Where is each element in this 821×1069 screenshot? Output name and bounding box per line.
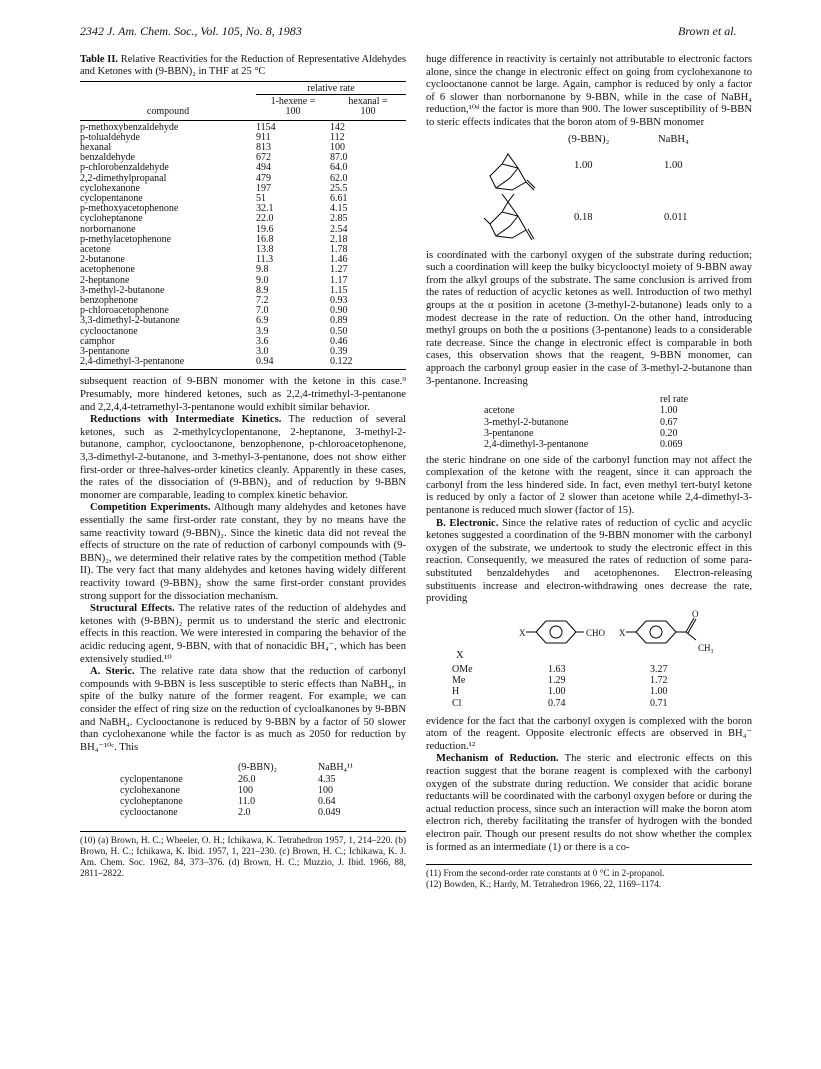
substituent-column-header: X (456, 649, 464, 661)
table2-caption (80, 54, 406, 78)
table2-compound-header: compound (80, 107, 256, 120)
right-column (426, 54, 752, 891)
ring-size-table (120, 762, 353, 818)
table2-row-cell: benzaldehyde (80, 152, 135, 164)
camphor-rate-nabh4: 0.011 (664, 211, 688, 223)
acyclic-ketone-table (484, 394, 688, 450)
table2-row-cell: 9.0 (256, 274, 269, 286)
text-steric: The relative rate data show that the reduction of carbonyl compounds with 9-BBN is less susceptible to steric effects than NaBH₄, in spite of the bulky nature of the former reagent. For example, we can consider the effect of ring size on the reduction of cycloalkanones by 9-BBN and NaBH₄. Cyclooctanone is reduced by 9-BBN by a factor of 50 slower than cyclohexanone while the factor is as much as 2050 for reduction by BH₄⁻¹⁰ᶜ. This (80, 666, 406, 753)
table2-row-cell: 8.9 (256, 284, 269, 296)
table2-row-cell: p-tolualdehyde (80, 131, 140, 143)
ring-table-row-cell: cyclopentanone (120, 773, 183, 785)
norbornanone-structure (482, 148, 542, 198)
table2-row-cell: 3.0 (256, 346, 269, 358)
acyclic-table-row (484, 439, 688, 450)
acyclic-table-row-cell: 0.069 (660, 439, 683, 451)
ring-table-row (120, 796, 353, 807)
heading-steric: A. Steric. (90, 666, 135, 678)
ring-table-row (120, 807, 353, 818)
table2-row-cell: 3-methyl-2-butanone (80, 284, 165, 296)
text-structural: The relative rates of the reduction of aldehydes and ketones with (9-BBN)₂ permit us to understand the steric and electronic effects in this reaction. We were interested in comparing the behavior of the acidic reducing agent, 9-BBN, with that of nonacidic BH₄⁻, which has been extensively studied.¹⁰ (80, 603, 406, 665)
substituent-row (452, 675, 668, 686)
right-paragraph-3: the steric hindrane on one side of the carbonyl function may not affect the complexation of the ketone with the reagent, since it can approach the carbonyl from the less hindered side. In fact, even methyl tert-butyl ketone is reduced by only a factor of 2 slower than acetone while 2,4-dimethyl-3-pentanone is reduced much slower (factor of 15). (426, 454, 752, 516)
substituent-row-cell: Cl (452, 697, 462, 709)
camphor-rate-9bbn: 0.18 (574, 211, 593, 223)
table2-row-cell: acetophenone (80, 264, 135, 276)
table2-row-cell: p-methoxybenzaldehyde (80, 121, 179, 133)
right-paragraph-4: evidence for the fact that the carbonyl oxygen is complexed with the boron atom of the reagent. Opposite electronic effects are observed in BH₄⁻ reduction.¹² (426, 715, 752, 752)
table2-row-cell: 7.2 (256, 295, 269, 307)
table2-row-cell: 1.46 (330, 254, 348, 266)
substituent-row-cell: Me (452, 675, 466, 686)
text-mechanism: The steric and electronic effects on this reaction suggest that the borane reagent is complexed with the carbonyl oxygen of the substrate during reduction. We consider that acidic borane reductants will be coordinated with the carbonyl oxygen before or during the actual reduction process, since such an interaction will make the boron atom electron rich, thereby facilitating the transfer of hydrogen with the bonded electron pair. Though our present results do not show whether the complex is formed as an intermediate (1) or there is a co- (426, 753, 752, 853)
norbornanone-rate-nabh4: 1.00 (664, 159, 683, 171)
left-paragraph-structural (80, 603, 406, 666)
table2-row-cell: 0.90 (330, 305, 348, 317)
table2-row-cell: 911 (256, 131, 271, 143)
table2-row-cell: hexanal (80, 142, 112, 154)
table2-row-cell: 11.3 (256, 254, 274, 266)
ring-table-header-9bbn: (9-BBN)₂ (238, 762, 278, 774)
footnotes-right (426, 864, 752, 891)
structure-comparison-table (426, 130, 752, 250)
ring-table-row-cell: 11.0 (238, 796, 256, 808)
table2-row (80, 327, 406, 337)
table2-row-cell: 2-butanone (80, 254, 125, 266)
substituent-row-cell: 0.71 (650, 697, 668, 709)
ring-table-row-cell: cycloheptanone (120, 796, 183, 808)
substituent-row-cell: 3.27 (650, 663, 668, 675)
table2-row-cell: 51 (256, 193, 266, 205)
camphor-structure (482, 192, 542, 252)
substituent-row-cell: OMe (452, 663, 473, 675)
left-column (80, 54, 406, 880)
table2-row-cell: 100 (330, 142, 345, 154)
table2-row-cell: 32.1 (256, 203, 274, 215)
aldehyde-x-label: X (519, 627, 526, 638)
acyclic-table-row-cell: 0.20 (660, 427, 678, 439)
table2-col1-header-line2: 100 (256, 107, 330, 120)
structure-table-header-nabh4: NaBH₄ (658, 133, 689, 145)
table2-col2-header-line2: 100 (330, 107, 406, 120)
substituent-row-cell: H (452, 686, 460, 698)
table2-row-cell: 1.78 (330, 244, 348, 256)
ketone-x-label: X (619, 627, 626, 638)
table2-row-cell: 87.0 (330, 152, 348, 164)
table2-row (80, 245, 406, 255)
ring-table-header-nabh4: NaBH₄¹¹ (318, 762, 354, 774)
table2-row (80, 357, 406, 370)
table2-row-cell: 479 (256, 172, 271, 184)
table2-row (80, 120, 406, 133)
left-paragraph-competition (80, 502, 406, 603)
heading-kinetics: Reductions with Intermediate Kinetics. (90, 414, 282, 426)
table2-row-cell: 2.85 (330, 213, 348, 225)
heading-electronic: B. Electronic. (436, 517, 499, 529)
page-header-left: 2342 J. Am. Chem. Soc., Vol. 105, No. 8, 1983 (80, 24, 302, 38)
table2-row-cell: 62.0 (330, 172, 348, 184)
table2-row-cell: 1.15 (330, 284, 348, 296)
table2-caption-label: Table II. (80, 54, 118, 65)
table2-row-cell: 2,4-dimethyl-3-pentanone (80, 356, 185, 368)
table2-row-cell: norbornanone (80, 223, 136, 235)
table2-row-cell: 0.93 (330, 295, 348, 307)
acyclic-table-row-cell: 2,4-dimethyl-3-pentanone (484, 439, 589, 451)
table2 (80, 81, 406, 370)
aldehyde-cho-label: CHO (586, 627, 606, 638)
substituent-row-cell: 1.63 (548, 663, 566, 675)
table2-row-cell: 0.94 (256, 356, 274, 368)
table2-row-cell: 64.0 (330, 162, 348, 174)
substituent-table (426, 606, 752, 716)
table2-row-cell: 3.9 (256, 325, 269, 337)
right-paragraph-mechanism (426, 753, 752, 854)
table2-col2-header-line1: hexanal = (348, 96, 388, 108)
table2-row-cell: p-methylacetophenone (80, 233, 172, 245)
table2-row-cell: 16.8 (256, 233, 274, 245)
structure-table-header-9bbn: (9-BBN)₂ (568, 133, 610, 145)
table2-row-cell: cyclohexanone (80, 182, 140, 194)
table2-row-cell: 672 (256, 152, 271, 164)
ring-table-row-cell: cyclohexanone (120, 784, 180, 796)
substituent-rate-rows (452, 664, 668, 709)
substituent-row (452, 664, 668, 675)
acyclic-table-row (484, 405, 688, 416)
ring-table-row-cell: 26.0 (238, 773, 256, 785)
table2-row-cell: 197 (256, 182, 271, 194)
page-header-right: Brown et al. (678, 24, 737, 38)
text-electronic: Since the relative rates of reduction of cyclic and acyclic ketones suggested a coordination of the 9-BBN monomer with the carbonyl oxygen of the substrate, we undertook to study the electronic effect in this reaction. Consequently, we measured the rates of reduction of some para-substituted benzaldehydes and acetophenones. Electron-releasing substituents increase and electron-withdrawing ones decrease the rate, providing (426, 517, 753, 605)
substituent-row-cell: 0.74 (548, 697, 566, 709)
left-paragraph-1: subsequent reaction of 9-BBN monomer with the ketone in this case.⁹ Presumably, more hindered ketones, such as 2,2,4-trimethyl-3-pentanone and 2,2,4,4-tetramethyl-3-pentanone would exhibit similar behavior. (80, 376, 406, 413)
table2-row-cell: 0.39 (330, 346, 348, 358)
table2-row-cell: 813 (256, 142, 271, 154)
heading-competition: Competition Experiments. (90, 502, 211, 514)
acyclic-table-row-cell: 3-pentanone (484, 427, 534, 439)
ring-table-row-cell: 4.35 (318, 773, 336, 785)
table2-row-cell: benzophenone (80, 295, 138, 307)
table2-row-cell: 2.54 (330, 223, 348, 235)
table2-row-cell: 6.9 (256, 315, 269, 327)
table2-row-cell: 494 (256, 162, 271, 174)
acyclic-table-row (484, 417, 688, 428)
table2-row-cell: 22.0 (256, 213, 274, 225)
left-paragraph-kinetics (80, 414, 406, 502)
right-paragraph-1: huge difference in reactivity is certainly not attributable to electronic factors alone, since the change in electronic effect on going from cyclohexanone to cyclooctanone cannot be large. Again, camphor is reduced by only a factor of 6 slower than norbornanone by 9-BBN, while in the case of NaBH₄ reduction,¹⁰ᵈ the factor is more than 900. The lower susceptibility of 9-BBN to steric effects indicates that the boron atom of 9-BBN monomer (426, 54, 752, 128)
table2-row-cell: 1154 (256, 121, 276, 133)
norbornanone-rate-9bbn: 1.00 (574, 159, 593, 171)
ketone-o-label: O (692, 608, 699, 619)
table2-row-cell: 3.6 (256, 335, 269, 347)
ring-table-row (120, 774, 353, 785)
table2-row-cell: 25.5 (330, 182, 348, 194)
table2-group-header: relative rate (256, 82, 406, 95)
footnote-12: (12) Bowden, K.; Hardy, M. Tetrahedron 1966, 22, 1169–1174. (426, 880, 662, 891)
substituent-row-cell: 1.00 (548, 686, 566, 698)
table2-row-cell: cycloheptanone (80, 213, 143, 225)
acyclic-table-row (484, 428, 688, 439)
right-paragraph-electronic (426, 518, 752, 606)
substituent-row-cell: 1.72 (650, 675, 668, 686)
acyclic-table-row-cell: 0.67 (660, 416, 678, 428)
table2-row-cell: 13.8 (256, 244, 274, 256)
table2-row-cell: 2-heptanone (80, 274, 130, 286)
acyclic-table-header: rel rate (660, 394, 689, 406)
table2-col1-header-line1: 1-hexene = (270, 96, 316, 108)
ring-table-row (120, 785, 353, 796)
substituent-row (452, 698, 668, 709)
table2-row-cell: p-chloroacetophenone (80, 305, 169, 317)
substituent-row-cell: 1.29 (548, 675, 566, 686)
ring-table-row-cell: 100 (318, 784, 333, 796)
table2-row-cell: p-methoxyacetophenone (80, 203, 179, 215)
acyclic-table-row-cell: 3-methyl-2-butanone (484, 416, 569, 428)
table2-row-cell: 4.15 (330, 203, 348, 215)
table2-row-cell: 1.17 (330, 274, 348, 286)
left-paragraph-steric (80, 666, 406, 754)
table2-row-cell: 6.61 (330, 193, 348, 205)
ring-table-row-cell: 0.64 (318, 796, 336, 808)
table2-caption-text: Relative Reactivities for the Reduction of Representative Aldehydes and Ketones with (9-BBN)₂ in THF at 25 °C (80, 54, 407, 77)
table2-body (80, 120, 406, 370)
table2-row-cell: 0.50 (330, 325, 348, 337)
table2-row-cell: cyclopentanone (80, 193, 143, 205)
substituent-row (452, 686, 668, 697)
table2-row-cell: 2.18 (330, 233, 348, 245)
table2-row-cell: 9.8 (256, 264, 269, 276)
heading-structural: Structural Effects. (90, 603, 175, 615)
table2-row-cell: 0.89 (330, 315, 348, 327)
ring-table-row-cell: 2.0 (238, 807, 251, 819)
table2-row-cell: 1.27 (330, 264, 348, 276)
acyclic-table-row-cell: acetone (484, 405, 515, 417)
table2-row-cell: camphor (80, 335, 115, 347)
table2-row-cell: 7.0 (256, 305, 269, 317)
footnote-10: (10) (a) Brown, H. C.; Wheeler, O. H.; Ichikawa, K. Tetrahedron 1957, 1, 214–220. (b) Brown, H. C.; Ichikawa, K. Ibid. 1957, 1, 221–230. (c) Brown, H. C.; Ichikawa, K. J. Am. Chem. Soc. 1962, 84, 373–376. (d) Brown, H. C.; Muzzio, J. Ibid. 1966, 88, 2811–2822. (80, 831, 406, 880)
text-competition: Although many aldehydes and ketones have essentially the same first-order rate constant, they by no means have the same reactivity toward (9-BBN)₂. Since the kinetic data did not reveal the effects of structure on the rate of reduction of carbonyl compounds with (9-BBN)₂, we determined their relative rates by the competition method (Table II). The very fact that many aldehydes and ketones having widely different reactivity toward (9-BBN)₂ show the same first-order constant provides strong support for the dissociation mechanism. (80, 502, 406, 602)
ring-table-row-cell: 0.049 (318, 807, 341, 819)
text-kinetics: The reduction of several ketones, such as 2-methylcyclopentanone, 2-heptanone, 3-methyl-2-butanone, camphor, cyclooctanone, benzophenone, p-chloroacetophenone, 3,3-dimethyl-2-butanone, and 3-methyl-3-pentanone, does not show either first-order or three-halves-order kinetics cleanly. Apparently in these cases, the rates of the dissociation of (9-BBN)₂ and of reduction by 9-BBN monomer are comparable, leading to complex kinetic behavior. (80, 414, 407, 501)
ring-table-row-cell: 100 (238, 784, 253, 796)
acyclic-table-row-cell: 1.00 (660, 405, 678, 417)
table2-row-cell: 0.122 (330, 356, 353, 368)
footnote-11: (11) From the second-order rate constants at 0 °C in 2-propanol. (426, 869, 665, 880)
table2-row-cell: 142 (330, 121, 345, 133)
table2-row-cell: 19.6 (256, 223, 274, 235)
heading-mechanism: Mechanism of Reduction. (436, 753, 559, 765)
right-paragraph-2: is coordinated with the carbonyl oxygen of the substrate during reduction; such a coordination will keep the bulky bicyclooctyl moiety of 9-BBN away from the alkyl groups of the substrate. The same conclusion is arrived from the rates of reduction of acyclic ketones as well. Introduction of two methyl groups at the α position in acetone (3-methyl-2-butanone) leads only to a modest decrease in the rate of reduction. On the other hand, introducing methyl groups on both the α positions (3-pentanone) leads to a considerable rate decrease. Since the change in electronic effect is comparable in both cases, this observation shows that the reagent, 9-BBN monomer, can approach the carbonyl group easier in the case of 3-methyl-2-butanone than 3-pentanone. Increasing (426, 249, 752, 387)
table2-row-cell: acetone (80, 244, 111, 256)
table2-row-cell: 112 (330, 131, 345, 143)
table2-row-cell: 3,3-dimethyl-2-butanone (80, 315, 180, 327)
table2-row-cell: 2,2-dimethylpropanal (80, 172, 167, 184)
table2-row-cell: p-chlorobenzaldehyde (80, 162, 169, 174)
table2-row-cell: cyclooctanone (80, 325, 138, 337)
ketone-ch3-label: CH₃ (698, 642, 714, 653)
table2-row-cell: 3-pentanone (80, 346, 130, 358)
table2-row (80, 133, 406, 143)
substituent-row-cell: 1.00 (650, 686, 668, 698)
table2-row (80, 235, 406, 245)
ring-table-row-cell: cyclooctanone (120, 807, 178, 819)
table2-row-cell: 0.46 (330, 335, 348, 347)
